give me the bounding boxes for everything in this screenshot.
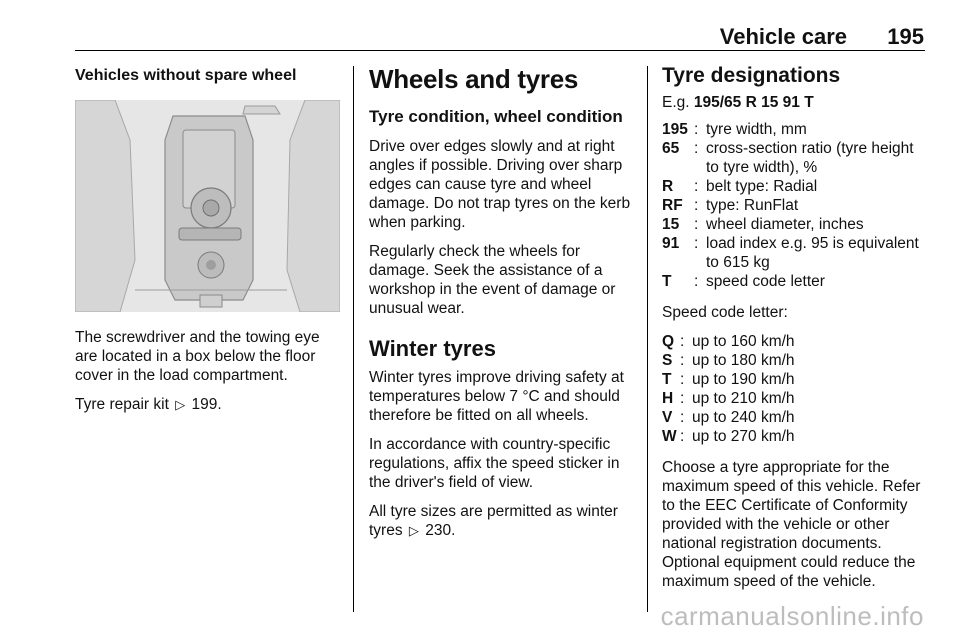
term: W xyxy=(662,428,677,445)
section-heading: Vehicles without spare wheel xyxy=(75,67,297,84)
definition: speed code letter xyxy=(706,273,825,290)
separator: : xyxy=(680,333,685,350)
list-item xyxy=(662,370,927,389)
header-rule xyxy=(75,50,925,51)
definition: load index e.g. 95 is equivalent to 615 kg xyxy=(706,235,919,271)
list-item xyxy=(662,332,927,351)
reference-page: 230. xyxy=(425,522,456,539)
definition: cross-section ratio (tyre height to tyre width), % xyxy=(706,140,914,176)
list-item xyxy=(662,139,927,177)
separator: : xyxy=(694,121,699,138)
term: V xyxy=(662,409,673,426)
definition: up to 270 km/h xyxy=(692,428,795,445)
separator: : xyxy=(680,428,685,445)
reference-page: 199. xyxy=(191,396,222,413)
list-item xyxy=(662,408,927,427)
designation-list xyxy=(662,120,927,291)
definition: up to 160 km/h xyxy=(692,333,795,350)
list-item xyxy=(662,196,927,215)
term: T xyxy=(662,371,672,388)
definition: up to 240 km/h xyxy=(692,409,795,426)
term: R xyxy=(662,178,674,195)
separator: : xyxy=(694,216,699,233)
term: S xyxy=(662,352,673,369)
column-divider-left xyxy=(353,66,354,612)
example-label: E.g. xyxy=(662,94,690,111)
column-right xyxy=(662,64,927,601)
term: Q xyxy=(662,333,675,350)
example-line xyxy=(662,94,927,112)
cross-reference xyxy=(369,502,634,540)
list-item xyxy=(662,234,927,272)
page-reference-arrow-icon: ▷ xyxy=(408,523,419,538)
separator: : xyxy=(680,371,685,388)
definition: up to 180 km/h xyxy=(692,352,795,369)
term: 15 xyxy=(662,216,680,233)
list-label: Speed code letter: xyxy=(662,304,788,321)
term: RF xyxy=(662,197,683,214)
list-item xyxy=(662,389,927,408)
paragraph: Winter tyres improve driving safety at temperatures below 7 °C and should therefore be fitted on all wheels. xyxy=(369,369,624,424)
separator: : xyxy=(694,140,699,157)
column-divider-right xyxy=(647,66,648,612)
term: 65 xyxy=(662,140,680,157)
paragraph: Regularly check the wheels for damage. Seek the assistance of a workshop in the event of damage or unusual wear. xyxy=(369,243,616,317)
spare-wheel-well-illustration xyxy=(75,100,340,312)
list-item xyxy=(662,427,927,446)
paragraph: In accordance with country-specific regulations, affix the speed sticker in the driver's field of view. xyxy=(369,436,620,491)
cross-reference xyxy=(75,395,340,414)
list-item xyxy=(662,351,927,370)
page-number: 195 xyxy=(887,24,924,49)
section-title: Wheels and tyres xyxy=(369,64,579,94)
separator: : xyxy=(680,409,685,426)
list-item xyxy=(662,272,927,291)
separator: : xyxy=(694,178,699,195)
speed-code-list xyxy=(662,332,927,446)
subsection-heading: Winter tyres xyxy=(369,336,496,361)
term: T xyxy=(662,273,672,290)
reference-text: Tyre repair kit xyxy=(75,396,169,413)
paragraph: The screwdriver and the towing eye are located in a box below the floor cover in the load compartment. xyxy=(75,329,320,384)
term: H xyxy=(662,390,674,407)
subsection-heading: Tyre condition, wheel condition xyxy=(369,107,623,126)
separator: : xyxy=(680,352,685,369)
section-title: Vehicle care xyxy=(719,24,847,49)
definition: type: RunFlat xyxy=(706,197,799,214)
term: 91 xyxy=(662,235,680,252)
definition: belt type: Radial xyxy=(706,178,818,195)
paragraph: Drive over edges slowly and at right angles if possible. Driving over sharp edges can cause tyre and wheel damage. Do not trap tyres on the kerb when parking. xyxy=(369,138,631,231)
separator: : xyxy=(694,273,699,290)
page-reference-arrow-icon: ▷ xyxy=(175,397,186,412)
separator: : xyxy=(680,390,685,407)
paragraph: Choose a tyre appropriate for the maximum speed of this vehicle. Refer to the EEC Certificate of Conformity provided with the vehicle or other national registration documents. Optional equipment could reduce the maximum speed of the vehicle. xyxy=(662,459,921,590)
separator: : xyxy=(694,197,699,214)
example-code: 195/65 R 15 91 T xyxy=(693,94,814,111)
list-item xyxy=(662,120,927,139)
list-item xyxy=(662,215,927,234)
column-middle xyxy=(369,64,634,550)
separator: : xyxy=(694,235,699,252)
definition: up to 190 km/h xyxy=(692,371,795,388)
section-title: Tyre designations xyxy=(662,64,841,87)
list-item xyxy=(662,177,927,196)
reference-text: All tyre sizes are permitted as winter tyres xyxy=(369,503,618,539)
watermark: carmanualsonline.info xyxy=(660,601,924,631)
term: 195 xyxy=(662,121,688,138)
definition: up to 210 km/h xyxy=(692,390,795,407)
column-left xyxy=(75,64,340,424)
definition: wheel diameter, inches xyxy=(706,216,864,233)
definition: tyre width, mm xyxy=(706,121,807,138)
